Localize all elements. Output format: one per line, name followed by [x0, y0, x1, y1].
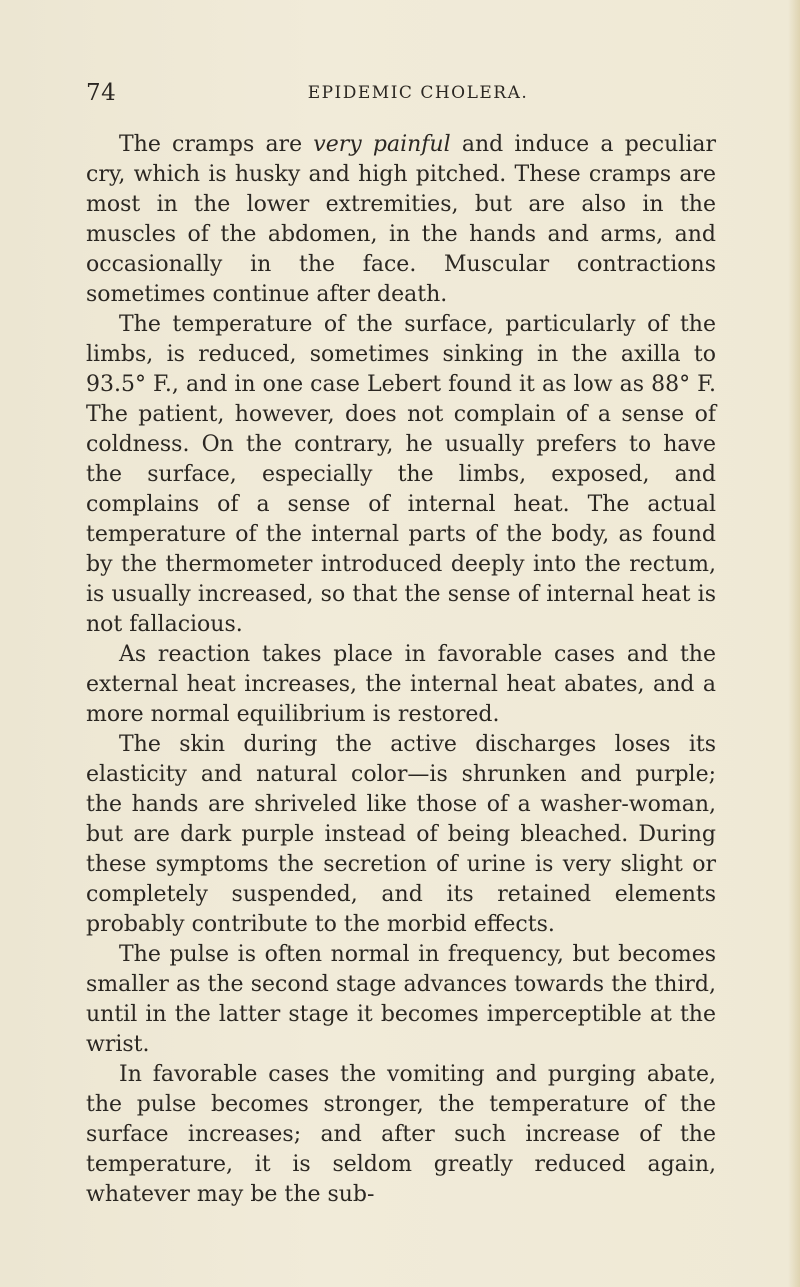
running-head	[86, 80, 716, 112]
paragraph-cramps	[86, 130, 716, 310]
paragraph-cramps-start: The cramps are	[119, 132, 314, 157]
paragraph-cramps-rest: and induce a peculiar cry, which is husky and high pitched. These cramps are most in the lower extremities, but are also in the muscles of the abdomen, in the hands and arms, and occasionally in the face. Muscular contractions sometimes continue after death.	[86, 132, 716, 307]
page-number: 74	[86, 80, 117, 106]
body-text	[86, 130, 716, 1210]
paragraph-pulse: The pulse is often normal in frequency, but becomes smaller as the second stage advances towards the third, until in the latter stage it becomes imperceptible at the wrist.	[86, 942, 716, 1057]
running-title: EPIDEMIC CHOLERA.	[307, 83, 529, 103]
paragraph-temperature: The temperature of the surface, particularly of the limbs, is reduced, sometimes sinking in the axilla to 93.5° F., and in one case Lebert found it as low as 88° F. The patient, however, does not complain of a sense of coldness. On the contrary, he usually prefers to have the surface, especially the limbs, exposed, and complains of a sense of internal heat. The actual temperature of the internal parts of the body, as found by the thermometer introduced deeply into the rectum, is usually increased, so that the sense of internal heat is not fallacious.	[86, 312, 716, 637]
paragraph-favorable-cases: In favorable cases the vomiting and purging abate, the pulse becomes stronger, the temperature of the surface increases; and after such increase of the temperature, it is seldom greatly reduced again, whatever may be the sub-	[86, 1062, 716, 1207]
paragraph-skin: The skin during the active discharges loses its elasticity and natural color—is shrunken and purple; the hands are shriveled like those of a washer-woman, but are dark purple instead of being bleached. During these symptoms the secretion of urine is very slight or completely suspended, and its retained elements probably contribute to the morbid effects.	[86, 732, 716, 937]
paragraph-reaction: As reaction takes place in favorable cases and the external heat increases, the internal heat abates, and a more normal equilibrium is restored.	[86, 642, 716, 727]
page-edge-shading	[788, 0, 800, 1287]
emphasis-very-painful: very painful	[313, 132, 451, 157]
